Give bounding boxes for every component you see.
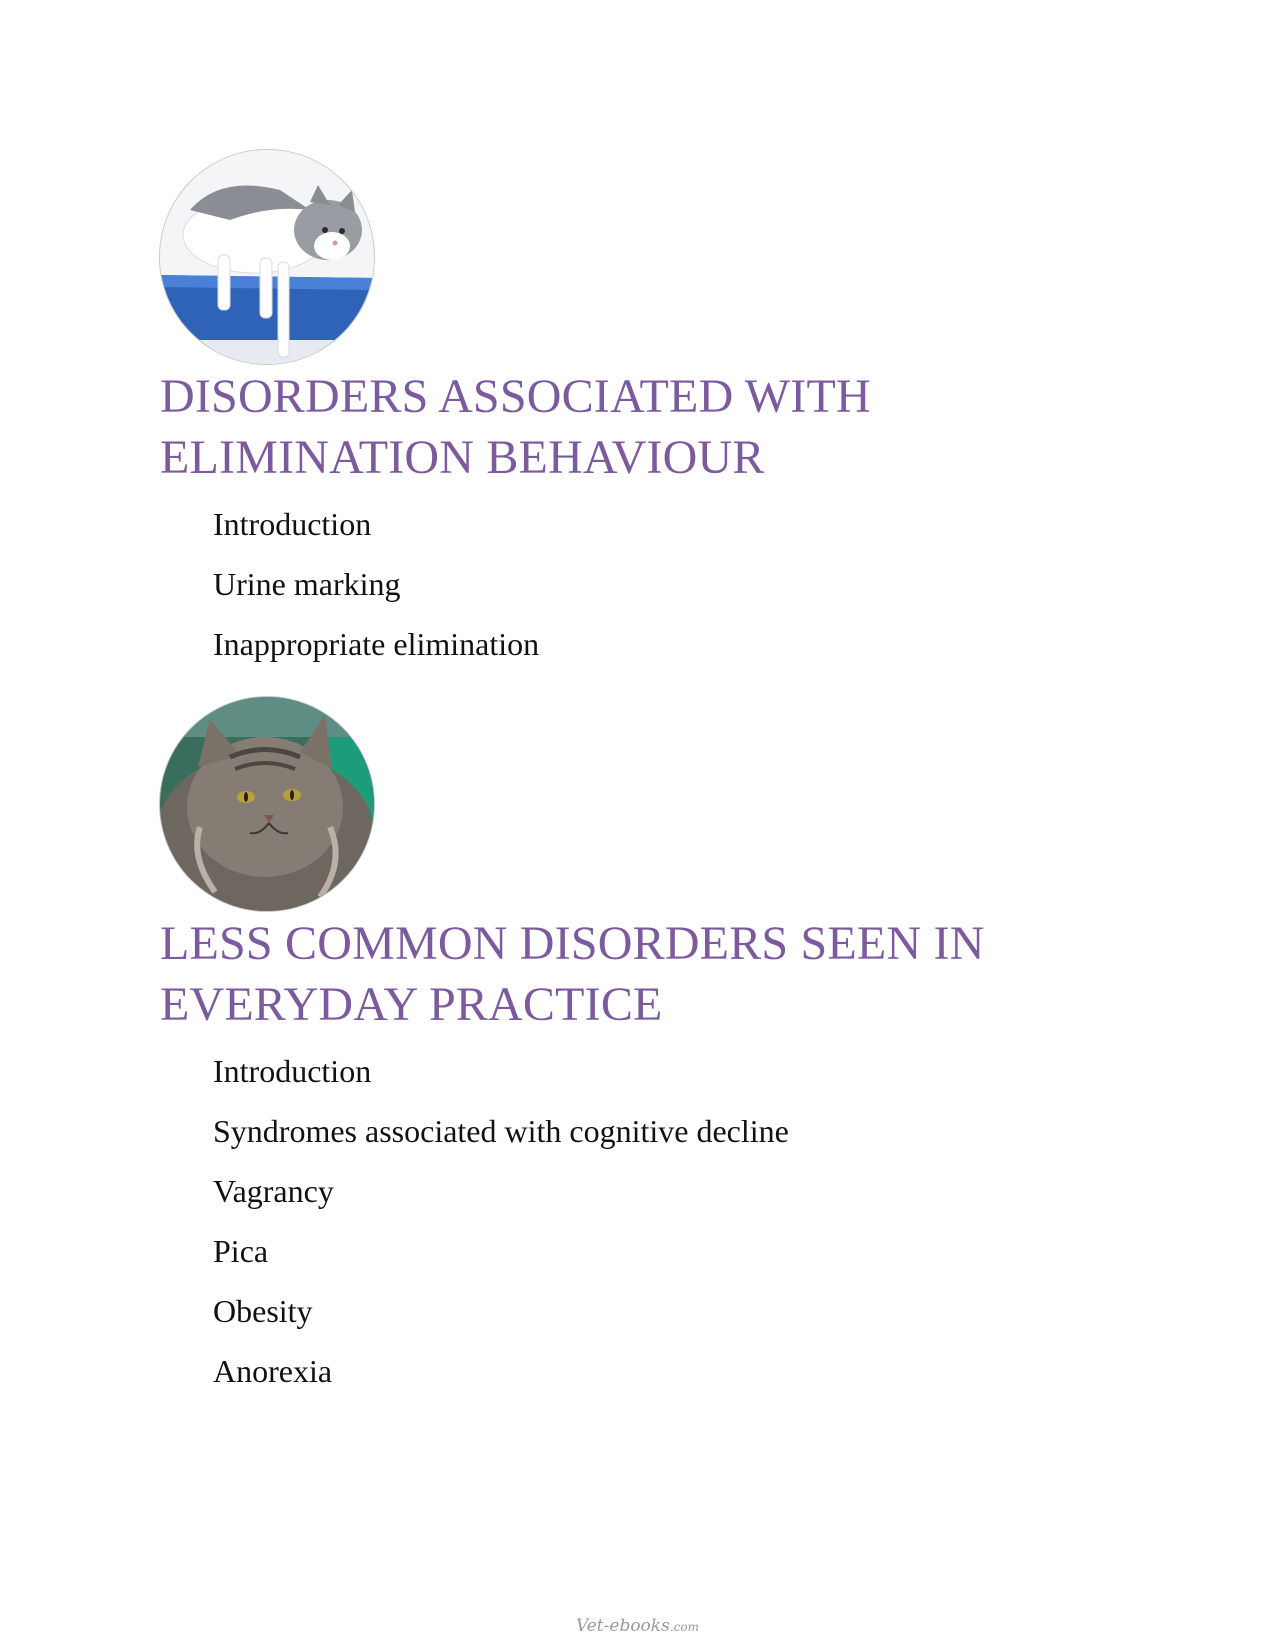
longhair-cat-image (160, 697, 374, 911)
section-title: LESS COMMON DISORDERS SEEN IN EVERYDAY PRACTICE (160, 917, 985, 1031)
topic-item: Inappropriate elimination (213, 626, 540, 662)
section-elimination-behaviour (160, 150, 1160, 674)
topic-item: Introduction (213, 506, 372, 542)
topic-item: Urine marking (213, 566, 401, 602)
cat-litter-tray-image (160, 150, 374, 364)
section-title: DISORDERS ASSOCIATED WITH ELIMINATION BEHAVIOUR (160, 370, 871, 484)
topic-item: Anorexia (213, 1353, 333, 1389)
longhair-cat-illustration (160, 697, 374, 911)
topic-list (160, 1041, 1160, 1401)
watermark-main: Vet-ebooks (576, 1616, 670, 1636)
topic-item: Obesity (213, 1293, 313, 1329)
topic-item: Syndromes associated with cognitive decline (213, 1113, 789, 1149)
topic-item: Vagrancy (213, 1173, 334, 1209)
watermark-suffix: .com (669, 1620, 699, 1634)
topic-item: Pica (213, 1233, 269, 1269)
cat-litter-tray-illustration (160, 150, 374, 364)
topic-list (160, 494, 1160, 674)
watermark-logo (0, 1616, 1275, 1636)
section-less-common-disorders (160, 697, 1160, 1401)
topic-item: Introduction (213, 1053, 372, 1089)
